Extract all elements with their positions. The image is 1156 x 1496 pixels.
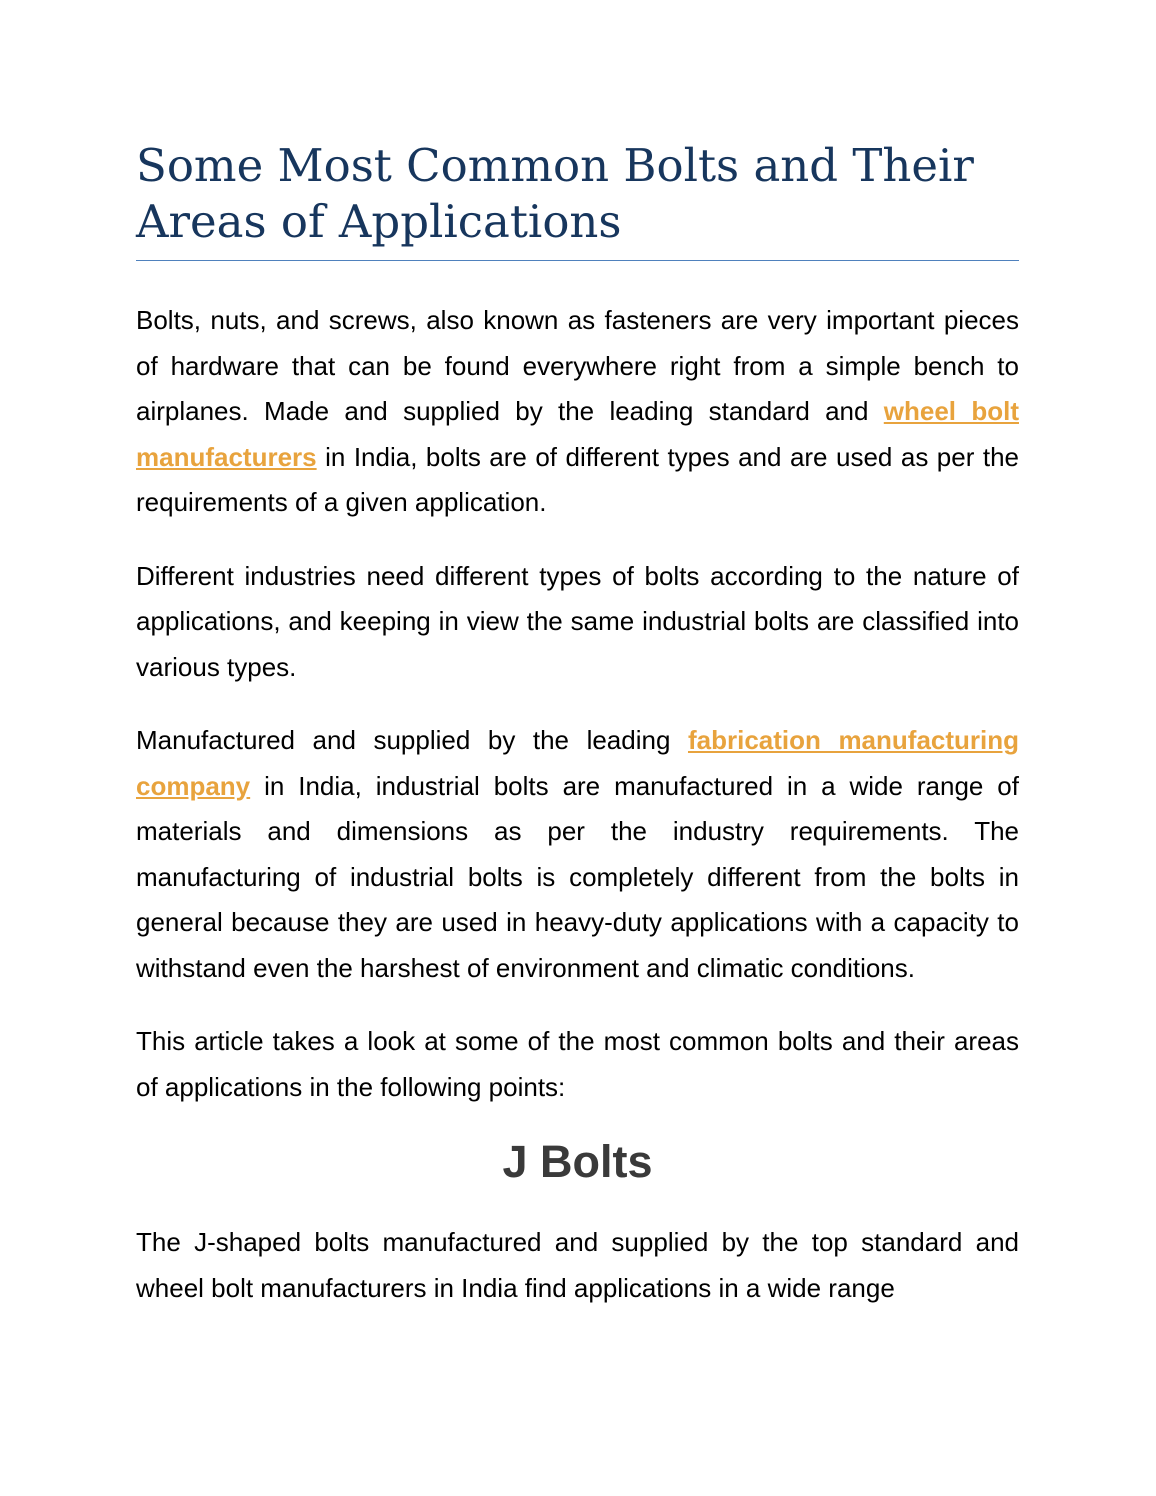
intro-text-after: in India, bolts are of different types and are used as per the requirements of a given application. bbox=[136, 441, 1019, 517]
section-heading: J Bolts bbox=[502, 1136, 653, 1187]
document-page bbox=[136, 0, 1019, 1311]
article-overview-paragraph: This article takes a look at some of the most common bolts and their areas of applications in the following points: bbox=[136, 1026, 1019, 1102]
j-bolts-paragraph: The J-shaped bolts manufactured and supplied by the top standard and wheel bolt manufacturers in India find applications in a wide range bbox=[136, 1227, 1019, 1303]
fabrication-manufacturing-company-link[interactable]: fabrication manufacturing company bbox=[136, 725, 1020, 801]
manufacturing-paragraph bbox=[136, 718, 1019, 991]
wheel-bolt-manufacturers-link[interactable]: wheel bolt manufacturers bbox=[136, 396, 1019, 472]
intro-text-before: Bolts, nuts, and screws, also known as fasteners are very important pieces of hardware that can be found everywhere right from a simple bench to airplanes. Made and supplied by the leading standard and bbox=[136, 305, 1019, 426]
page-title: Some Most Common Bolts and Their Areas of Applications bbox=[136, 138, 1019, 261]
manufacturing-text-after: in India, industrial bolts are manufactured in a wide range of materials and dimensions as per the industry requirements. The manufacturing of industrial bolts is completely different from the bolts in general because they are used in heavy-duty applications with a capacity to withstand even the harshest of environment and climatic conditions. bbox=[136, 770, 1019, 983]
manufacturing-text-before: Manufactured and supplied by the leading bbox=[136, 725, 688, 755]
intro-paragraph bbox=[136, 298, 1019, 526]
industries-paragraph: Different industries need different types of bolts according to the nature of applications, and keeping in view the same industrial bolts are classified into various types. bbox=[136, 560, 1019, 682]
